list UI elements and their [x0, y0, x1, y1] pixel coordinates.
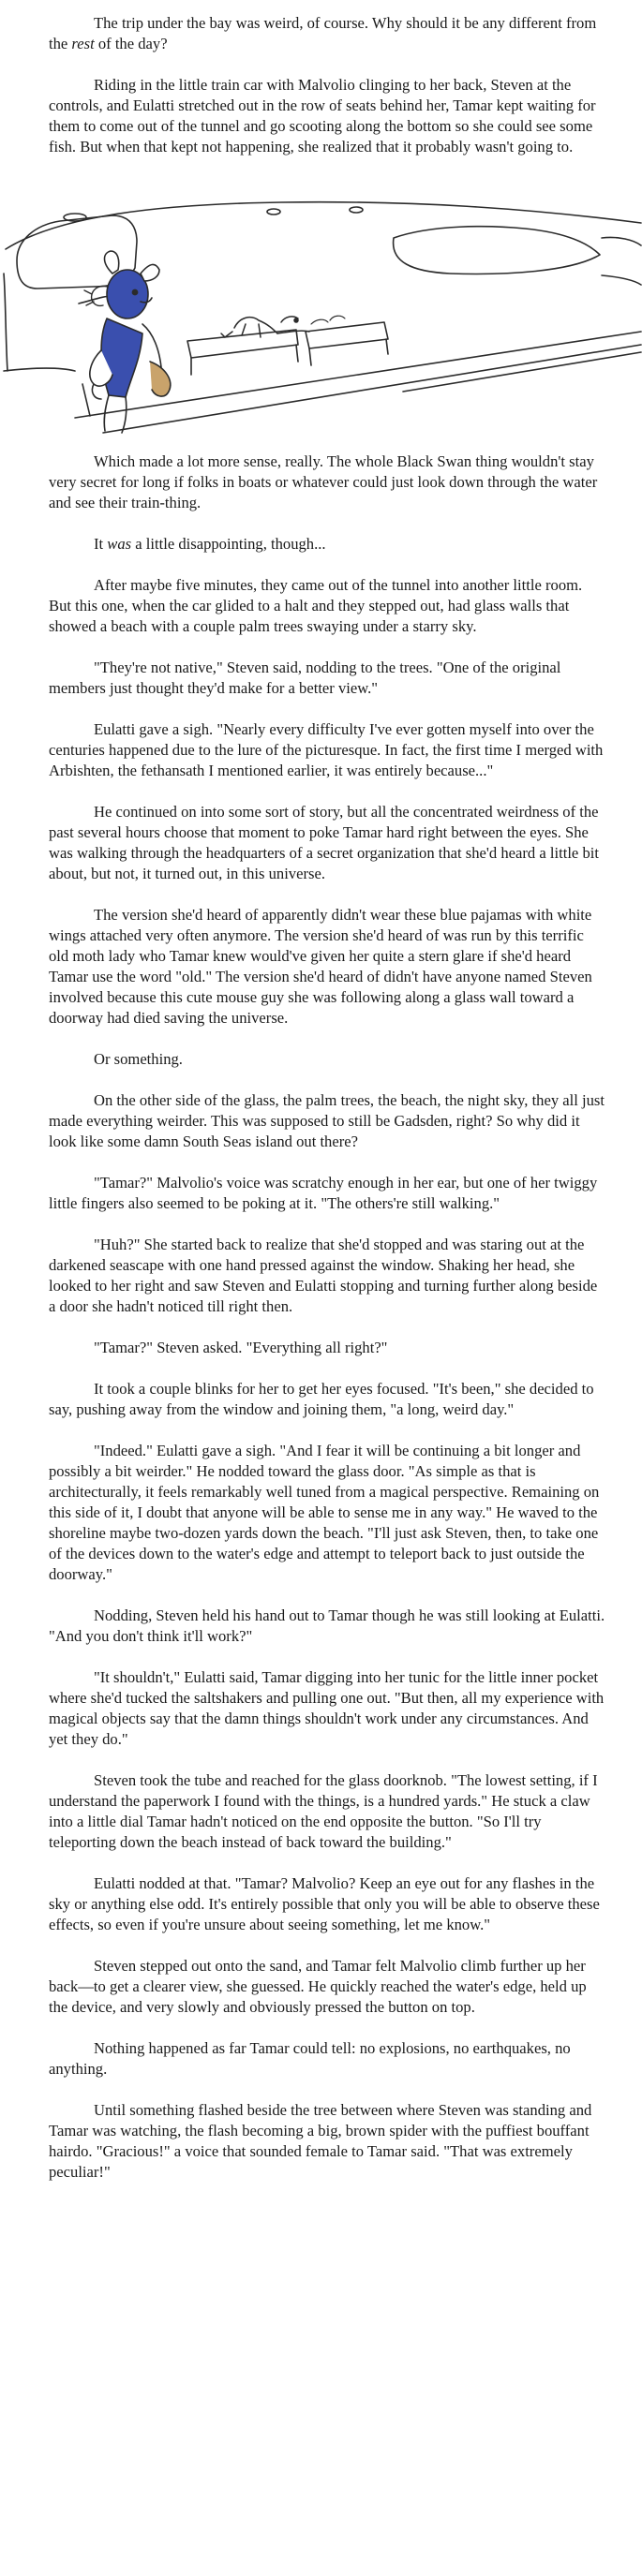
story-body [49, 452, 605, 2203]
paragraph: Which made a lot more sense, really. The whole Black Swan thing wouldn't stay very secret for long if folks in boats or whatever could just look down through the water and see their train-thing. [49, 452, 598, 511]
paragraph: Steven took the tube and reached for the glass doorknob. "The lowest setting, if I understand the paperwork I found with the things, is a hundred yards." He stuck a claw into a little dial Tamar hadn't noticed on the end opposite the button. "So I'll try teleporting down the beach instead of back toward the building." [49, 1771, 598, 1851]
train-car-illustration [0, 184, 642, 437]
malvolio-character-figure [84, 286, 107, 305]
paragraph: Nodding, Steven held his hand out to Tamar though he was still looking at Eulatti. "And you don't think it'll work?" [49, 1606, 605, 1645]
paragraph: Eulatti gave a sigh. "Nearly every difficulty I've ever gotten myself into over the centuries happened due to the lure of the picturesque. In fact, the first time I merged with Arbishten, the fethansath I mentioned earlier, it was entirely because..." [49, 720, 604, 779]
paragraph: It was a little disappointing, though... [94, 535, 326, 553]
paragraph: Until something flashed beside the tree between where Steven was standing and Tamar was watching, the flash becoming a big, brown spider with the puffiest bouffant hairdo. "Gracious!" a voice that sounded female to Tamar said. "That was extremely peculiar!" [49, 2101, 592, 2181]
story-intro [49, 13, 605, 157]
paragraph: Eulatti nodded at that. "Tamar? Malvolio? Keep an eye out for any flashes in the sky or anything else odd. It's entirely possible that only you will be able to observe these effects, so even if you're unsure about seeing something, let me know." [49, 1874, 600, 1933]
paragraph: He continued on into some sort of story, but all the concentrated weirdness of the past several hours choose that moment to poke Tamar hard right between the eyes. She was walking through the headquarters of a secret organization that she'd heard a little bit about, but not, it turned out, in this universe. [49, 803, 599, 882]
paragraph: "Tamar?" Malvolio's voice was scratchy enough in her ear, but one of her twiggy little fingers also seemed to be poking at it. "The others're still walking." [49, 1174, 598, 1212]
paragraph: "Huh?" She started back to realize that she'd stopped and was staring out at the darkened seascape with one hand pressed against the window. Shaking her head, she looked to her right and saw Steven and Eulatti stopping and turning further along beside a door she hadn't noticed till right then. [49, 1236, 598, 1315]
paragraph: "They're not native," Steven said, nodding to the trees. "One of the original members just thought they'd make for a better view." [49, 659, 561, 697]
paragraph: The version she'd heard of apparently didn't wear these blue pajamas with white wings attached very often anymore. The version she'd heard of was run by this terrific old moth lady who Tamar knew would've given her quite a stern glare if she'd heard Tamar use the word "old." The version she'd heard of didn't have anyone named Steven involved because this cute mouse guy she was following along a glass wall toward a doorway had died saving the universe. [49, 906, 592, 1027]
paragraph: It took a couple blinks for her to get her eyes focused. "It's been," she decided to say, pushing away from the window and joining them, "a long, weird day." [49, 1380, 594, 1418]
paragraph: "Indeed." Eulatti gave a sigh. "And I fear it will be continuing a bit longer and possibly a bit weirder." He nodded toward the glass door. "As simple as that is architecturally, it feels remarkably well tuned from a magical perspective. Remaining on this side of it, I doubt that anyone will be able to sense me in any way." He waved to the shoreline maybe two-dozen yards down the beach. "I'll just ask Steven, then, to take one of the devices down to the water's edge and attempt to teleport back to just outside the doorway." [49, 1442, 600, 1583]
paragraph: After maybe five minutes, they came out of the tunnel into another little room. But this one, when the car glided to a halt and they stepped out, had glass walls that showed a beach with a couple palm trees swaying under a starry sky. [49, 576, 583, 635]
paragraph: "Tamar?" Steven asked. "Everything all right?" [94, 1339, 388, 1356]
paragraph: Nothing happened as far Tamar could tell: no explosions, no earthquakes, no anything. [49, 2039, 571, 2078]
paragraph: "It shouldn't," Eulatti said, Tamar digging into her tunic for the little inner pocket where she'd tucked the saltshakers and pulling one out. "But then, all my experience with magical objects say that the damn things shouldn't work under any circumstances. And yet they do." [49, 1668, 605, 1748]
paragraph: On the other side of the glass, the palm trees, the beach, the night sky, they all just made everything weirder. This was supposed to still be Gadsden, right? So why did it look like some damn South Seas island out there? [49, 1091, 605, 1150]
paragraph: Riding in the little train car with Malvolio clinging to her back, Steven at the controls, and Eulatti stretched out in the row of seats behind her, Tamar kept waiting for them to come out of the tunnel and go scooting along the bottom so she could see some fish. But when that kept not happening, she realized that it probably wasn't going to. [49, 76, 596, 155]
paragraph: Or something. [94, 1050, 183, 1068]
paragraph: Steven stepped out onto the sand, and Tamar felt Malvolio climb further up her back—to get a clearer view, she guessed. He quickly reached the water's edge, held up the device, and very slowly and obviously pressed the button on top. [49, 1957, 587, 2016]
eulatti-character-figure [311, 316, 345, 324]
paragraph: The trip under the bay was weird, of course. Why should it be any different from the rest of the day? [49, 14, 597, 52]
